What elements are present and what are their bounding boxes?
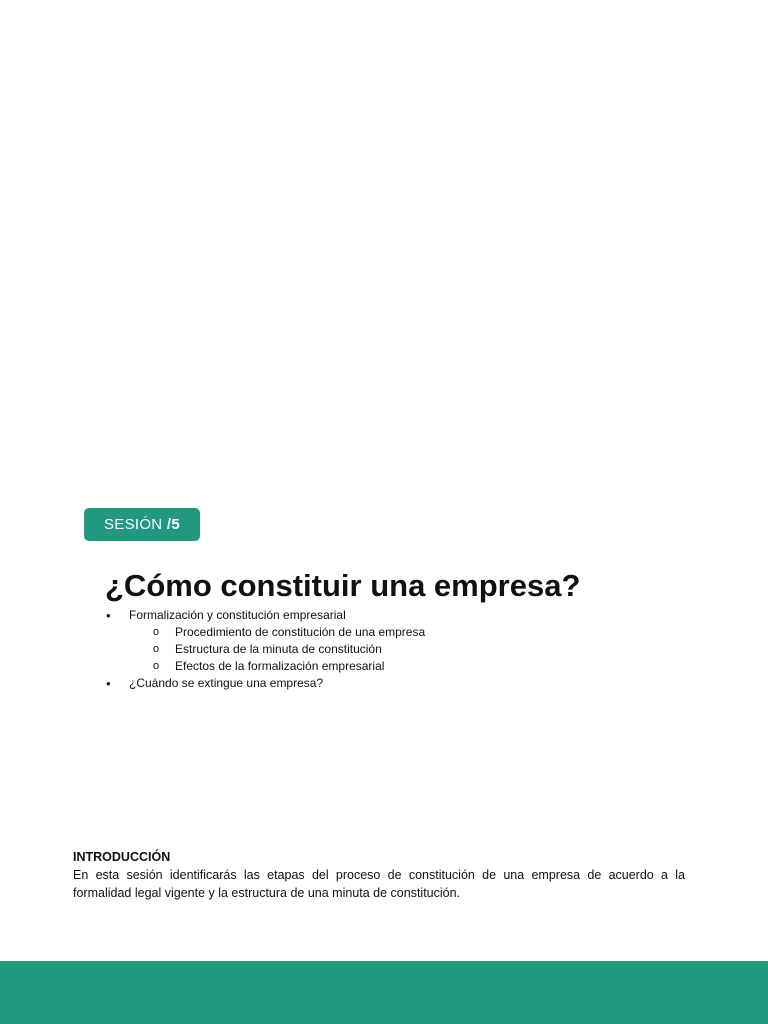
outline-item-text: Formalización y constitución empresarial xyxy=(129,608,346,622)
outline-item-text: Efectos de la formalización empresarial xyxy=(175,659,385,673)
intro-heading: INTRODUCCIÓN xyxy=(73,850,171,864)
session-label: SESIÓN xyxy=(103,516,163,533)
outline-item-text: ¿Cuándo se extingue una empresa? xyxy=(129,676,324,690)
sub-bullet-icon: o xyxy=(153,660,160,672)
intro-body: En esta sesión identificarás las etapas del proceso de constitución de una empresa de acuerdo a la formalidad legal vigente y la estructura de una minuta de constitución. xyxy=(73,868,685,900)
bullet-icon: • xyxy=(106,608,111,623)
footer-band xyxy=(0,961,768,1024)
sub-bullet-icon: o xyxy=(153,626,160,638)
bullet-icon: • xyxy=(106,676,111,691)
outline-item-text: Estructura de la minuta de constitución xyxy=(175,642,382,656)
sub-bullet-icon: o xyxy=(153,643,160,655)
outline-item-text: Procedimiento de constitución de una empresa xyxy=(175,625,426,639)
session-number: /5 xyxy=(166,516,181,533)
page-title: ¿Cómo constituir una empresa? xyxy=(105,568,581,603)
session-badge xyxy=(84,508,200,541)
